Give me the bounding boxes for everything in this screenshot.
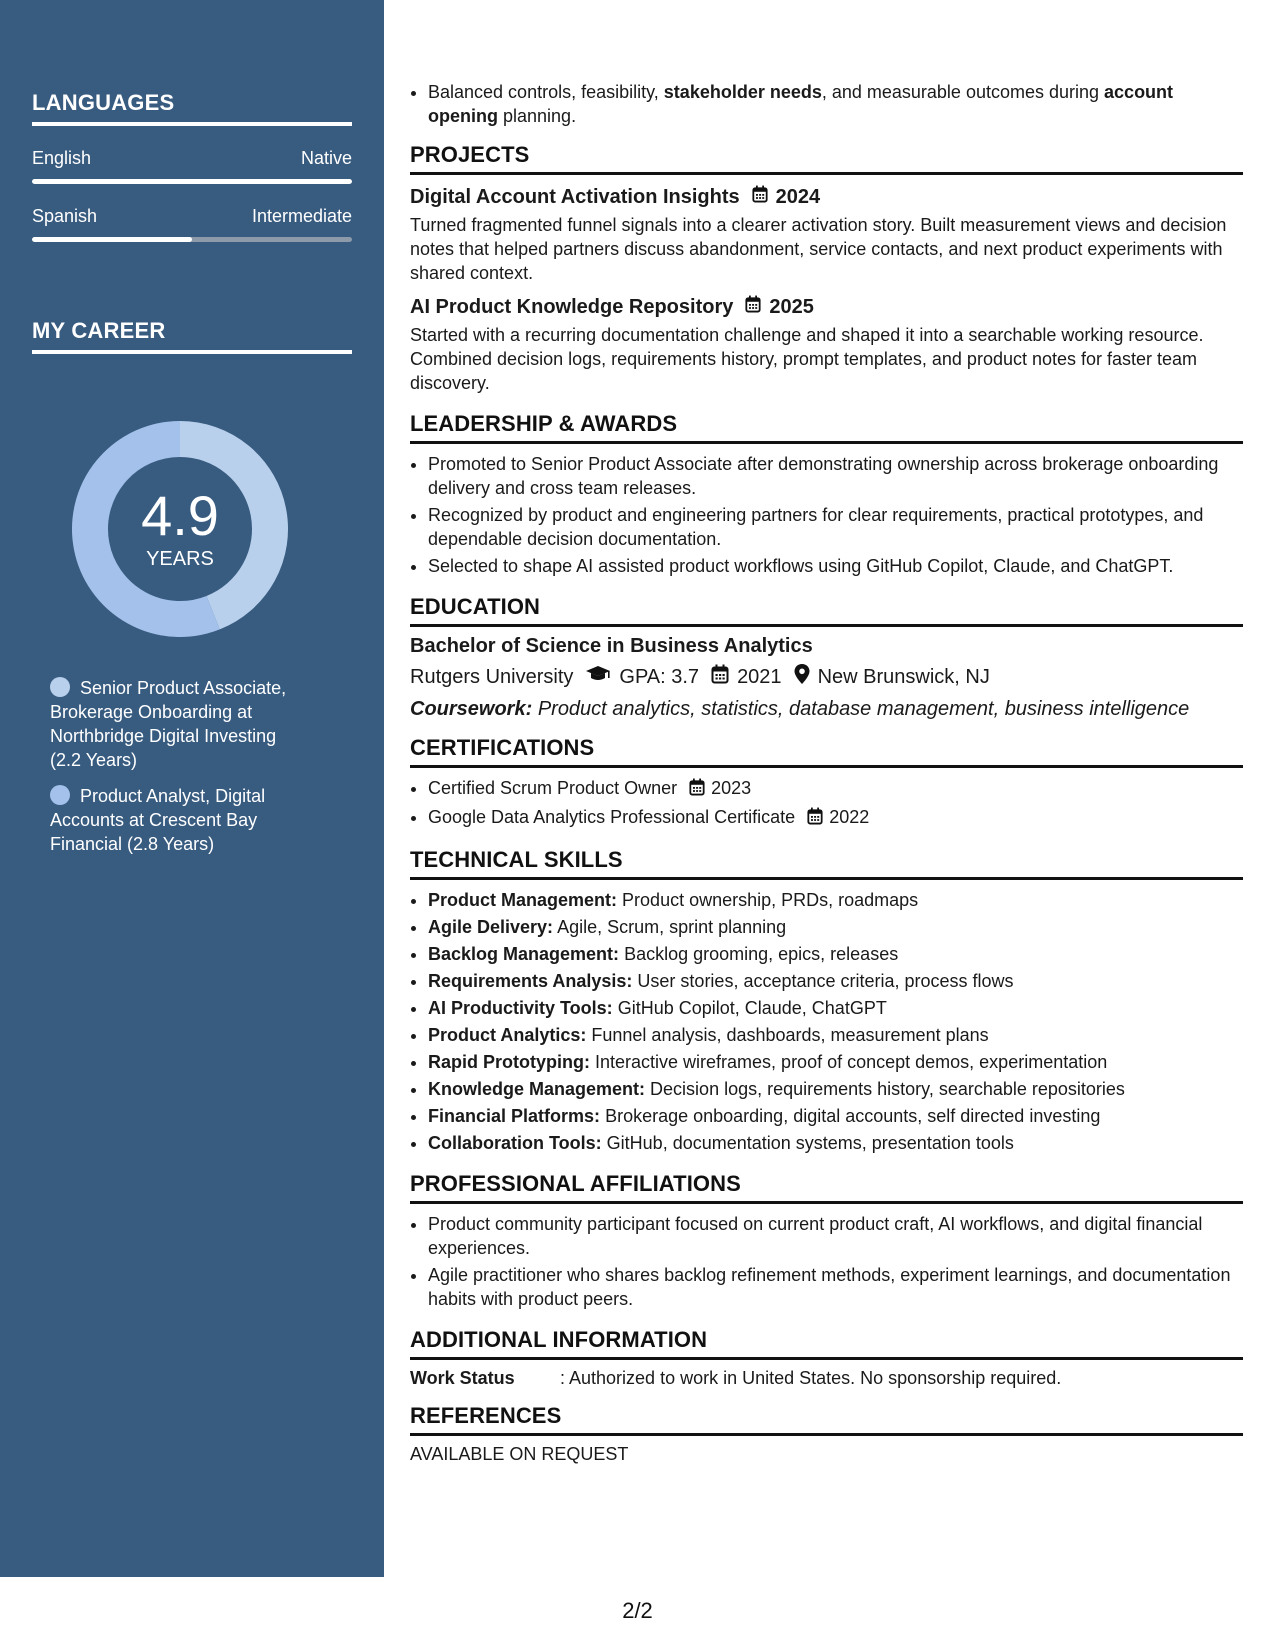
references-text: AVAILABLE ON REQUEST (410, 1444, 629, 1464)
bold-keyword: account opening (428, 82, 1174, 126)
skill-label: Product Analytics: (428, 1025, 587, 1045)
certifications-title: CERTIFICATIONS (410, 735, 1243, 768)
skills-title: TECHNICAL SKILLS (410, 847, 1243, 880)
education-coursework (410, 698, 1243, 721)
project-title-row (410, 185, 1243, 209)
skill-item (428, 1050, 1243, 1074)
career-legend-dot (50, 677, 70, 697)
project-name: AI Product Knowledge Repository (410, 295, 734, 318)
leadership-list (410, 452, 1243, 578)
coursework-label: Coursework: (410, 698, 533, 720)
skill-item (428, 1104, 1243, 1128)
education-degree: Bachelor of Science in Business Analytics (410, 635, 813, 657)
list-item: • Recognized by product and engineering partners for clear requirements, practical prototypes, and dependable decision documentation. (428, 503, 1243, 551)
skill-value: Agile, Scrum, sprint planning (557, 917, 787, 937)
work-status-row (410, 1368, 1243, 1389)
projects-list (410, 185, 1243, 395)
additional-title: ADDITIONAL INFORMATION (410, 1327, 1243, 1360)
skill-item (428, 1131, 1243, 1155)
skill-label: Rapid Prototyping: (428, 1052, 590, 1072)
languages-list (32, 148, 352, 242)
project-title-row (410, 295, 1243, 319)
certification-item (428, 776, 1243, 802)
language-row (32, 206, 352, 227)
skill-value: Product ownership, PRDs, roadmaps (622, 890, 919, 910)
skill-value: GitHub Copilot, Claude, ChatGPT (617, 998, 887, 1018)
language-name: Spanish (32, 206, 98, 226)
graduation-cap-icon (585, 665, 611, 689)
skill-item (428, 1023, 1243, 1047)
experience-bullet (428, 80, 1243, 128)
list-item: • Agile practitioner who shares backlog refinement methods, experiment learnings, and documentation habits with product peers. (428, 1263, 1243, 1311)
certification-year: 2023 (711, 778, 752, 798)
skill-label: Backlog Management: (428, 944, 620, 964)
project-description: Started with a recurring documentation challenge and shaped it into a searchable working resource. Combined decision logs, requirements history, prompt templates, and product notes for faster team discovery. (410, 325, 1204, 393)
career-item-text: Product Analyst, Digital Accounts at Crescent Bay Financial (2.8 Years) (50, 786, 266, 854)
skill-label: Product Management: (428, 890, 618, 910)
career-donut (66, 415, 294, 643)
calendar-icon (745, 295, 761, 319)
bullet-text: , and measurable outcomes during (821, 82, 1105, 102)
education-gpa: GPA: 3.7 (619, 665, 700, 688)
skill-value: GitHub, documentation systems, presentation tools (606, 1133, 1014, 1153)
certification-name: Certified Scrum Product Owner (428, 778, 678, 798)
skill-value: Decision logs, requirements history, searchable repositories (650, 1079, 1125, 1099)
career-item-text: Senior Product Associate, Brokerage Onboarding at Northbridge Digital Investing (2.2 Years) (50, 678, 287, 770)
education-year: 2021 (737, 665, 782, 688)
skill-value: User stories, acceptance criteria, process flows (637, 971, 1014, 991)
skill-item (428, 996, 1243, 1020)
experience-tail (410, 80, 1243, 128)
skills-list (410, 888, 1243, 1155)
certification-year: 2022 (829, 807, 870, 827)
bold-keyword: stakeholder needs (663, 82, 822, 102)
education-details (410, 664, 1243, 690)
project-description: Turned fragmented funnel signals into a clearer activation story. Built measurement views and decision notes that helped partners discuss abandonment, service contacts, and next product experiments with shared context. (410, 215, 1227, 283)
career-total-unit: YEARS (146, 547, 214, 570)
leadership-title: LEADERSHIP & AWARDS (410, 411, 1243, 444)
bullet-text: Balanced controls, feasibility, (428, 82, 664, 102)
career-total-years: 4.9 (141, 483, 219, 547)
career-section (32, 318, 352, 354)
certifications-list (410, 776, 1243, 831)
career-item (50, 784, 310, 856)
references-title: REFERENCES (410, 1403, 1243, 1436)
project-year: 2024 (775, 185, 821, 208)
calendar-icon (807, 807, 823, 831)
affiliations-list (410, 1212, 1243, 1311)
work-status-value: : Authorized to work in United States. No sponsorship required. (560, 1368, 1062, 1388)
skill-value: Interactive wireframes, proof of concept demos, experimentation (595, 1052, 1108, 1072)
language-level: Native (300, 148, 352, 168)
language-proficiency-bar (32, 237, 352, 242)
certification-item (428, 805, 1243, 831)
language-proficiency-bar (32, 179, 352, 184)
career-item (50, 676, 310, 772)
skill-label: Agile Delivery: (428, 917, 554, 937)
language-row (32, 148, 352, 169)
projects-title: PROJECTS (410, 142, 1243, 175)
skill-item (428, 915, 1243, 939)
language-name: English (32, 148, 92, 168)
skill-value: Funnel analysis, dashboards, measurement plans (591, 1025, 989, 1045)
skill-value: Backlog grooming, epics, releases (624, 944, 899, 964)
list-item: • Selected to shape AI assisted product workflows using GitHub Copilot, Claude, and ChatGPT. (428, 554, 1243, 578)
education-location: New Brunswick, NJ (817, 665, 990, 688)
skill-value: Brokerage onboarding, digital accounts, self directed investing (605, 1106, 1101, 1126)
language-proficiency-fill (32, 237, 192, 242)
calendar-icon (752, 185, 768, 209)
location-pin-icon (794, 664, 810, 690)
list-item: • Product community participant focused on current product craft, AI workflows, and digital financial experiences. (428, 1212, 1243, 1260)
career-donut-center (66, 415, 294, 643)
affiliations-title: PROFESSIONAL AFFILIATIONS (410, 1171, 1243, 1204)
skill-item (428, 1077, 1243, 1101)
skill-label: Financial Platforms: (428, 1106, 601, 1126)
calendar-icon (689, 778, 705, 802)
skill-label: Requirements Analysis: (428, 971, 633, 991)
coursework-text: Product analytics, statistics, database management, business intelligence (537, 698, 1190, 720)
language-proficiency-fill (32, 179, 352, 184)
bullet-text: planning. (498, 106, 577, 126)
skill-label: AI Productivity Tools: (428, 998, 613, 1018)
education-title: EDUCATION (410, 594, 1243, 627)
skill-item (428, 942, 1243, 966)
list-item: • Promoted to Senior Product Associate after demonstrating ownership across brokerage onboarding delivery and cross team releases. (428, 452, 1243, 500)
career-title: MY CAREER (32, 318, 352, 354)
language-level: Intermediate (251, 206, 352, 226)
skill-label: Collaboration Tools: (428, 1133, 602, 1153)
skill-label: Knowledge Management: (428, 1079, 646, 1099)
main-content (410, 80, 1243, 1465)
languages-title: LANGUAGES (32, 90, 352, 126)
career-list (50, 676, 310, 868)
calendar-icon (711, 664, 729, 690)
certification-name: Google Data Analytics Professional Certificate (428, 807, 796, 827)
project-name: Digital Account Activation Insights (410, 185, 740, 208)
work-status-label: Work Status (410, 1368, 515, 1388)
sidebar (0, 0, 384, 1577)
education-school: Rutgers University (410, 665, 574, 688)
project-year: 2025 (769, 295, 814, 318)
languages-section (32, 90, 352, 242)
skill-item (428, 969, 1243, 993)
skill-item (428, 888, 1243, 912)
page-number: 2/2 (622, 1598, 653, 1623)
career-legend-dot (50, 785, 70, 805)
